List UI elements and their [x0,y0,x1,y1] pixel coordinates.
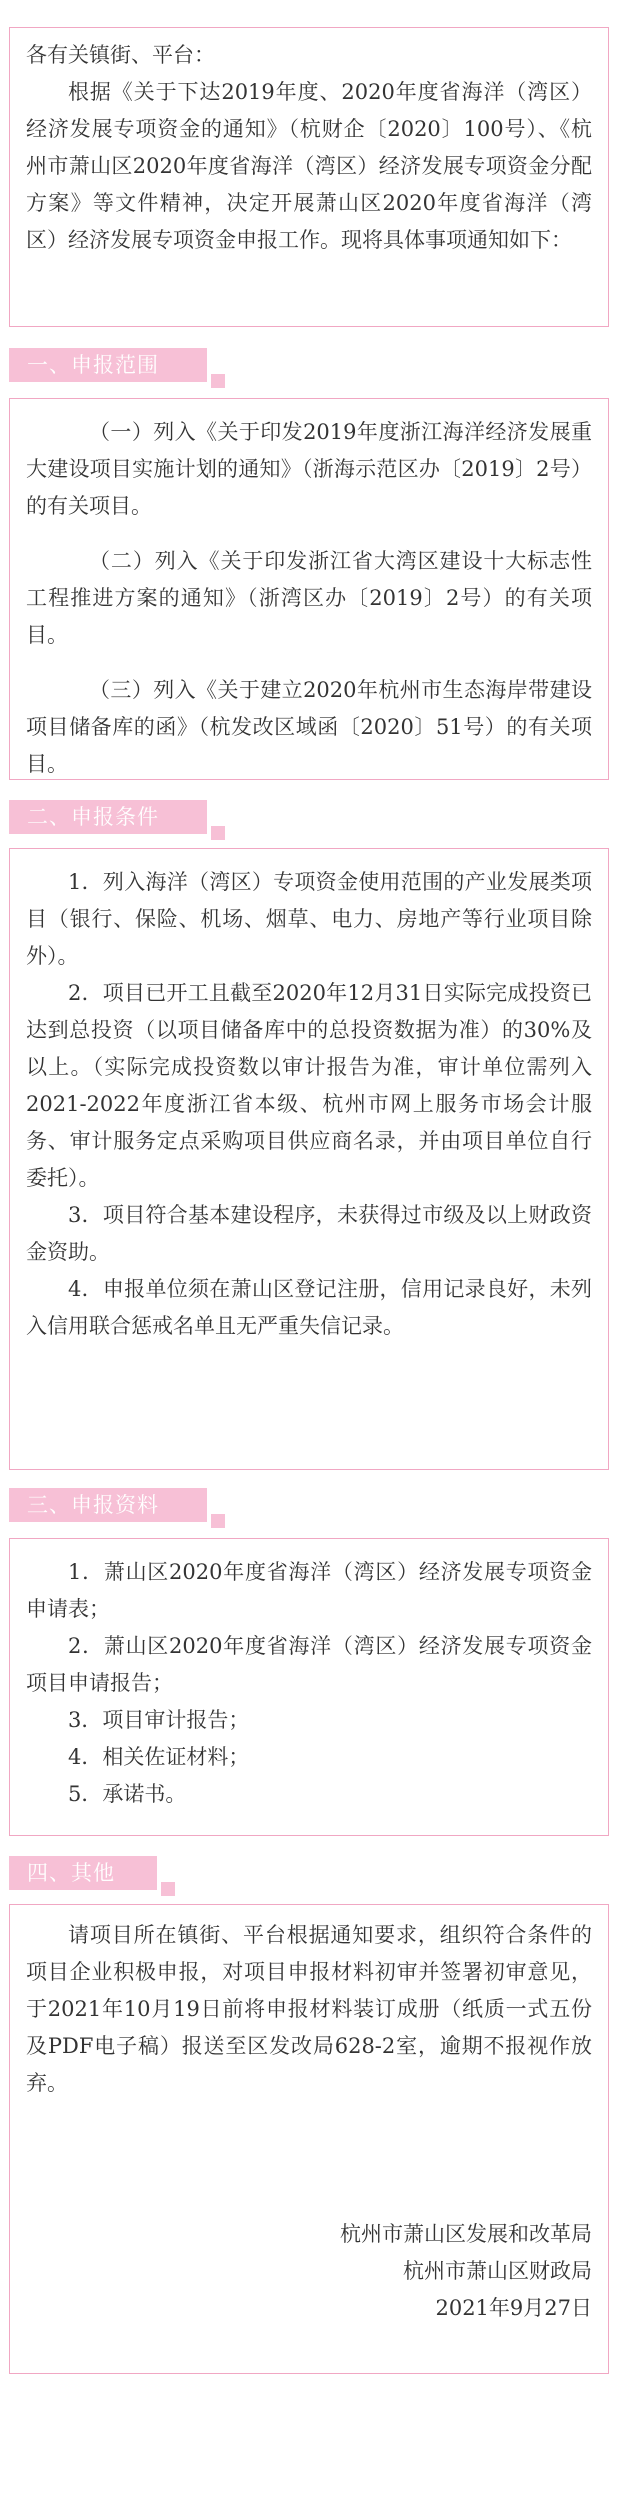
paragraph: 1．列入海洋（湾区）专项资金使用范围的产业发展类项目（银行、保险、机场、烟草、电力、房地产等行业项目除外）。 [26,870,592,968]
signature-date: 2021年9月27日 [435,2296,592,2320]
header-decor-square [211,1514,225,1528]
section-title-3: 三、申报资料 [27,1493,159,1517]
header-decor-square [211,374,225,388]
header-decor-square [161,1882,175,1896]
section-title-4: 四、其他 [27,1861,115,1885]
signature-org-1: 杭州市萧山区发展和改革局 [340,2222,592,2246]
paragraph: 4．相关佐证材料； [68,1745,250,1769]
intro-box [9,27,609,327]
header-decor-square [211,826,225,840]
section-box-3 [9,1538,609,1836]
paragraph: 3．项目审计报告； [68,1708,250,1732]
section-box-4 [9,1904,609,2374]
section-box-1 [9,398,609,780]
paragraph: （一）列入《关于印发2019年度浙江海洋经济发展重大建设项目实施计划的通知》（浙海示范区办〔2019〕2号）的有关项目。 [26,420,592,518]
paragraph: 请项目所在镇街、平台根据通知要求，组织符合条件的项目企业积极申报，对项目申报材料初审并签署初审意见，于2021年10月19日前将申报材料装订成册（纸质一式五份及PDF电子稿）报送至区发改局628-2室，逾期不报视作放弃。 [26,1923,592,2095]
paragraph: 3．项目符合基本建设程序，未获得过市级及以上财政资金资助。 [26,1203,592,1264]
section-title-2: 二、申报条件 [27,805,159,829]
paragraph: （二）列入《关于印发浙江省大湾区建设十大标志性工程推进方案的通知》（浙湾区办〔2019〕2号）的有关项目。 [26,549,592,647]
signature-org-2: 杭州市萧山区财政局 [403,2259,592,2283]
paragraph: 2．萧山区2020年度省海洋（湾区）经济发展专项资金项目申请报告； [26,1634,592,1695]
greeting: 各有关镇街、平台： [26,43,215,67]
paragraph: （三）列入《关于建立2020年杭州市生态海岸带建设项目储备库的函》（杭发改区域函〔2020〕51号）的有关项目。 [26,678,592,776]
paragraph: 2．项目已开工且截至2020年12月31日实际完成投资已达到总投资（以项目储备库中的总投资数据为准）的30%及以上。（实际完成投资数以审计报告为准，审计单位需列入2021-2022年度浙江省本级、杭州市网上服务市场会计服务、审计服务定点采购项目供应商名录，并由项目单位自行委托）。 [26,981,592,1190]
intro-paragraph: 根据《关于下达2019年度、2020年度省海洋（湾区）经济发展专项资金的通知》（杭财企〔2020〕100号）、《杭州市萧山区2020年度省海洋（湾区）经济发展专项资金分配方案》等文件精神，决定开展萧山区2020年度省海洋（湾区）经济发展专项资金申报工作。现将具体事项通知如下： [26,80,592,252]
section-box-2 [9,848,609,1470]
paragraph: 4．申报单位须在萧山区登记注册，信用记录良好，未列入信用联合惩戒名单且无严重失信记录。 [26,1277,592,1338]
paragraph: 5．承诺书。 [68,1782,187,1806]
section-title-1: 一、申报范围 [27,353,159,377]
paragraph: 1．萧山区2020年度省海洋（湾区）经济发展专项资金申请表； [26,1560,592,1621]
